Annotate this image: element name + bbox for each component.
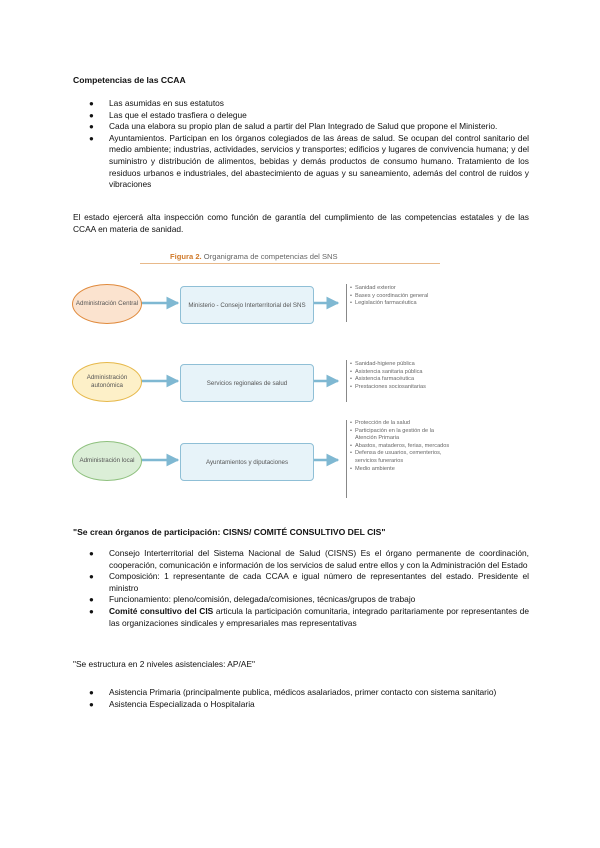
list-item: ● Composición: 1 representante de cada CCAA e igual número de representantes del estado. Presidente el ministro bbox=[89, 571, 529, 593]
list-item: • Asistencia sanitaria pública bbox=[350, 369, 450, 377]
bracket bbox=[346, 284, 347, 322]
bullet-icon: ● bbox=[89, 595, 94, 605]
bullet-icon: ● bbox=[89, 99, 94, 108]
organos-list bbox=[89, 548, 530, 629]
bullet-icon: ● bbox=[89, 572, 94, 582]
organ-ministerio: Ministerio - Consejo Interterritorial del SNS bbox=[180, 286, 314, 324]
entity-central: Administración Central bbox=[72, 284, 142, 324]
list-item: ● Asistencia Especializada o Hospitalaria bbox=[89, 698, 255, 709]
competences-central bbox=[350, 285, 450, 308]
list-item: • Participación en la gestión de la Atención Primaria bbox=[350, 428, 450, 443]
list-item: • Abastos, mataderos, ferias, mercados bbox=[350, 443, 450, 451]
list-item: • Asistencia farmacéutica bbox=[350, 376, 450, 384]
alta-inspeccion-paragraph: El estado ejercerá alta inspección como función de garantía del cumplimiento de las competencias estatales y de las CCAA en materia de sanidad. bbox=[73, 212, 529, 234]
list-item: ● Las asumidas en sus estatutos bbox=[89, 98, 224, 108]
competences-local bbox=[350, 420, 450, 473]
entity-autonomica: Administración autonómica bbox=[72, 362, 142, 402]
list-item: • Medio ambiente bbox=[350, 466, 450, 474]
bullet-icon: ● bbox=[89, 110, 94, 120]
bullet-icon: ● bbox=[89, 699, 94, 709]
list-item: ● Funcionamiento: pleno/comisión, delegada/comisiones, técnicas/grupos de trabajo bbox=[89, 594, 416, 605]
list-item: • Legislación farmacéutica bbox=[350, 300, 450, 308]
bullet-icon: ● bbox=[89, 688, 94, 697]
bracket bbox=[346, 360, 347, 402]
section-title-competencias: Competencias de las CCAA bbox=[73, 75, 186, 85]
list-item: • Bases y coordinación general bbox=[350, 293, 450, 301]
bullet-icon: ● bbox=[89, 122, 94, 132]
bullet-icon: ● bbox=[89, 606, 94, 616]
bracket bbox=[346, 420, 347, 498]
list-item: ● Comité consultivo del CIS articula la participación comunitaria, integrado paritariamente por representantes de las organizaciones sindicales y empresariales mas representativas bbox=[89, 605, 530, 628]
organ-ayuntamientos: Ayuntamientos y diputaciones bbox=[180, 443, 314, 481]
bullet-icon: ● bbox=[89, 549, 94, 558]
niveles-list bbox=[89, 687, 529, 710]
list-item: • Sanidad-higiene pública bbox=[350, 361, 450, 369]
organ-servicios-regionales: Servicios regionales de salud bbox=[180, 364, 314, 402]
list-item: ● Asistencia Primaria (principalmente publica, médicos asalariados, primer contacto con sistema sanitario) bbox=[89, 687, 497, 697]
list-item: • Prestaciones sociosanitarias bbox=[350, 384, 450, 392]
list-item: ● Consejo Interterritorial del Sistema Nacional de Salud (CISNS) Es el órgano permanente de coordinación, cooperación, comunicación e información de los servicios de salud entre ellos y con la Administración del Estado bbox=[89, 548, 529, 570]
entity-local: Administración local bbox=[72, 441, 142, 481]
bullet-icon: ● bbox=[89, 133, 94, 143]
list-item: ● Ayuntamientos. Participan en los órganos colegiados de las áreas de salud. Se ocupan del control sanitario del medio ambiente; industrias, actividades, servicios y transportes; edificios y lugares de convivencia humana; y del suministro y distribución de alimentos, bebidas y demás productos de consumo humano. Tratamiento de los residuos urbanos e industriales, del abastecimiento de aguas y su saneamiento, además del control de ruidos y vibraciones bbox=[89, 132, 529, 190]
list-item: ● Cada una elabora su propio plan de salud a partir del Plan Integrado de Salud que propone el Ministerio. bbox=[89, 121, 498, 132]
section-title-niveles: "Se estructura en 2 niveles asistenciales: AP/AE" bbox=[73, 659, 255, 669]
list-item: • Defensa de usuarios, cementerios, servicios funerarios bbox=[350, 450, 450, 465]
list-item: • Sanidad exterior bbox=[350, 285, 450, 293]
figure-title: Figura 2. Organigrama de competencias del SNS bbox=[170, 252, 338, 261]
competences-autonomica bbox=[350, 361, 450, 391]
list-item: ● Las que el estado trasfiera o delegue bbox=[89, 109, 247, 120]
list-item: • Protección de la salud bbox=[350, 420, 450, 428]
section-title-organos: "Se crean órganos de participación: CISNS/ COMITÉ CONSULTIVO DEL CIS" bbox=[73, 527, 386, 537]
